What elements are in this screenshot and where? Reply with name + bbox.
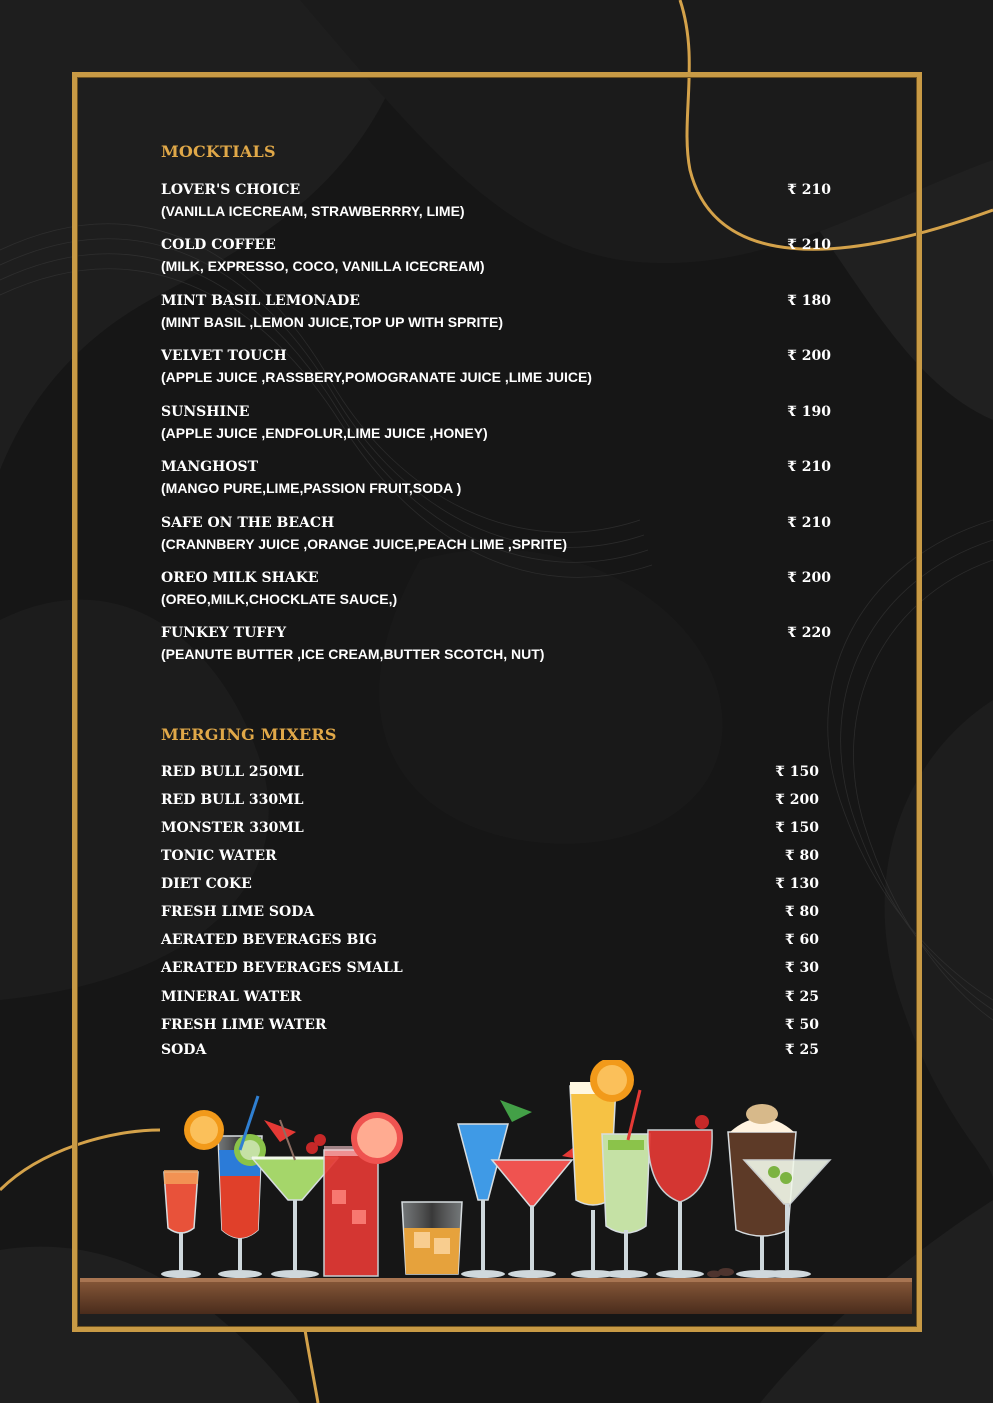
item-name: LOVER'S CHOICE <box>161 182 301 198</box>
item-price: ₹ 25 <box>784 989 819 1005</box>
item-name: FRESH LIME WATER <box>161 1017 327 1033</box>
menu-item <box>161 902 831 922</box>
menu-item <box>161 846 831 866</box>
item-price: ₹ 130 <box>775 876 819 892</box>
section-title-mocktails: MOCKTIALS <box>161 142 276 161</box>
menu-item <box>161 568 831 610</box>
menu-item <box>161 987 831 1007</box>
item-description: (CRANNBERY JUICE ,ORANGE JUICE,PEACH LIME ,SPRITE) <box>161 536 568 552</box>
item-name: TONIC WATER <box>161 848 277 864</box>
menu-item <box>161 762 831 782</box>
item-name: AERATED BEVERAGES SMALL <box>161 960 403 976</box>
item-description: (VANILLA ICECREAM, STRAWBERRRY, LIME) <box>161 203 465 219</box>
item-name: MINERAL WATER <box>161 989 302 1005</box>
item-price: ₹ 210 <box>787 459 831 475</box>
item-name: RED BULL 250ML <box>161 764 304 780</box>
item-price: ₹ 220 <box>787 625 831 641</box>
menu-item <box>161 623 831 665</box>
menu-item <box>161 180 831 222</box>
item-price: ₹ 210 <box>787 182 831 198</box>
menu-item <box>161 1040 831 1060</box>
item-name: OREO MILK SHAKE <box>161 570 319 586</box>
item-price: ₹ 30 <box>784 960 819 976</box>
menu-item <box>161 1015 831 1035</box>
item-price: ₹ 200 <box>787 348 831 364</box>
item-price: ₹ 210 <box>787 515 831 531</box>
section-title-mixers: MERGING MIXERS <box>161 725 337 744</box>
item-name: SODA <box>161 1042 207 1058</box>
menu-item <box>161 235 831 277</box>
item-price: ₹ 80 <box>784 848 819 864</box>
item-name: MINT BASIL LEMONADE <box>161 293 360 309</box>
menu-item <box>161 513 831 555</box>
cocktail-glasses-illustration <box>80 1060 912 1322</box>
item-name: SUNSHINE <box>161 404 250 420</box>
item-description: (APPLE JUICE ,ENDFOLUR,LIME JUICE ,HONEY) <box>161 425 488 441</box>
item-price: ₹ 150 <box>775 764 819 780</box>
item-name: RED BULL 330ML <box>161 792 304 808</box>
menu-item <box>161 402 831 444</box>
item-description: (PEANUTE BUTTER ,ICE CREAM,BUTTER SCOTCH, NUT) <box>161 646 545 662</box>
item-name: COLD COFFEE <box>161 237 276 253</box>
item-description: (MILK, EXPRESSO, COCO, VANILLA ICECREAM) <box>161 258 485 274</box>
item-description: (MANGO PURE,LIME,PASSION FRUIT,SODA ) <box>161 480 462 496</box>
item-name: FUNKEY TUFFY <box>161 625 287 641</box>
item-price: ₹ 210 <box>787 237 831 253</box>
menu-item <box>161 790 831 810</box>
item-price: ₹ 80 <box>784 904 819 920</box>
menu-item <box>161 457 831 499</box>
item-name: SAFE ON THE BEACH <box>161 515 335 531</box>
menu-item <box>161 346 831 388</box>
menu-item <box>161 930 831 950</box>
item-description: (MINT BASIL ,LEMON JUICE,TOP UP WITH SPRITE) <box>161 314 503 330</box>
item-price: ₹ 150 <box>775 820 819 836</box>
item-name: AERATED BEVERAGES BIG <box>161 932 377 948</box>
item-name: VELVET TOUCH <box>161 348 287 364</box>
item-price: ₹ 190 <box>787 404 831 420</box>
item-price: ₹ 200 <box>775 792 819 808</box>
menu-item <box>161 958 831 978</box>
item-price: ₹ 25 <box>784 1042 819 1058</box>
item-price: ₹ 180 <box>787 293 831 309</box>
item-name: MONSTER 330ML <box>161 820 304 836</box>
menu-item <box>161 874 831 894</box>
item-description: (APPLE JUICE ,RASSBERY,POMOGRANATE JUICE ,LIME JUICE) <box>161 369 592 385</box>
item-price: ₹ 50 <box>784 1017 819 1033</box>
item-price: ₹ 60 <box>784 932 819 948</box>
menu-item <box>161 291 831 333</box>
item-name: MANGHOST <box>161 459 259 475</box>
item-name: DIET COKE <box>161 876 252 892</box>
menu-item <box>161 818 831 838</box>
item-description: (OREO,MILK,CHOCKLATE SAUCE,) <box>161 591 398 607</box>
item-price: ₹ 200 <box>787 570 831 586</box>
item-name: FRESH LIME SODA <box>161 904 315 920</box>
